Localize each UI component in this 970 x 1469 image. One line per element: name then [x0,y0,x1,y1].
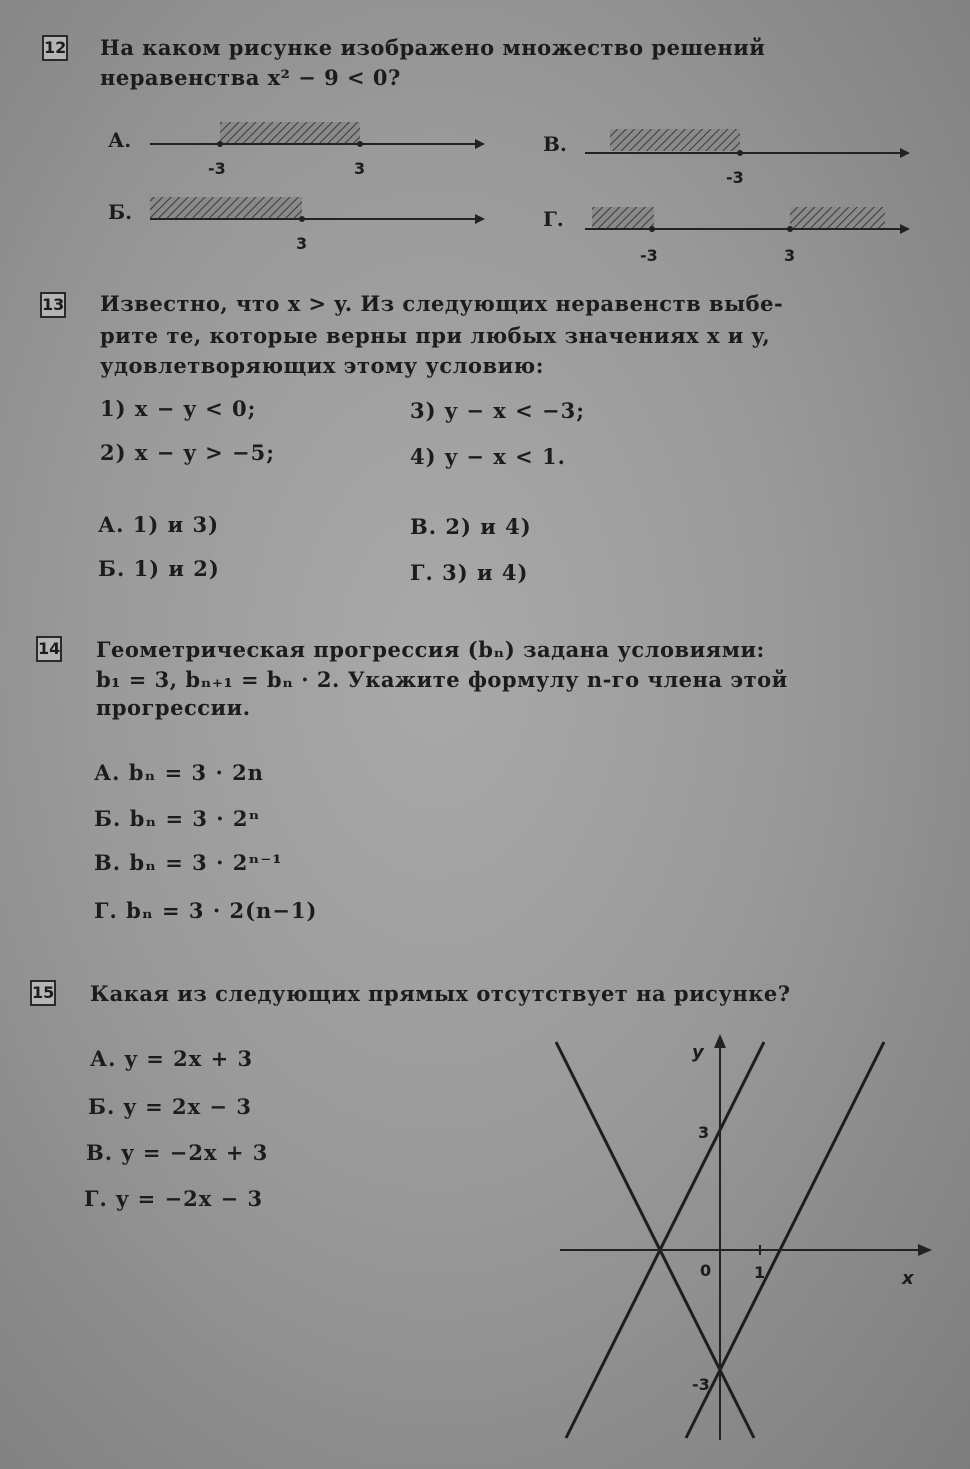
question-number-13: 13 [40,292,66,318]
shaded-region [592,207,654,229]
origin-label: 0 [700,1261,712,1280]
inequality-4: 4) y − x < 1. [410,444,566,469]
shaded-region [150,197,302,219]
tick-label: -3 [208,159,226,178]
shaded-region [610,129,740,151]
tick-label: 3 [296,234,308,253]
q13-answer-g: Г. 3) и 4) [410,560,529,585]
graph-line-3 [556,1042,754,1438]
inequality-3: 3) y − x < −3; [410,398,585,423]
question-13-text-line1: Известно, что x > y. Из следующих неравенств выбе- [100,291,784,316]
q15-option-a: А. y = 2x + 3 [90,1046,254,1071]
q12-number-line-g [580,195,915,275]
q13-answer-b: Б. 1) и 2) [98,556,220,581]
q12-option-b-letter: Б. [108,200,133,224]
q14-option-b: Б. bₙ = 3 · 2ⁿ [94,806,261,831]
q12-number-line-a [140,110,490,190]
inequality-2: 2) x − y > −5; [100,440,275,465]
y-pos-three-label: 3 [698,1123,710,1142]
x-one-label: 1 [754,1263,766,1282]
question-number-12: 12 [42,35,68,61]
shaded-region [220,122,360,144]
shaded-region [790,207,885,229]
question-13-text-line3: удовлетворяющих этому условию: [100,353,544,378]
q12-number-line-b [140,185,490,265]
q15-option-v: В. y = −2x + 3 [86,1140,269,1165]
question-number-14: 14 [36,636,62,662]
graph-line-1 [566,1042,764,1438]
q12-option-v-letter: В. [543,132,567,156]
inequality-1: 1) x − y < 0; [100,396,257,421]
q13-answer-a: А. 1) и 3) [98,512,220,537]
tick-label: -3 [726,168,744,187]
q15-option-b: Б. y = 2x − 3 [88,1094,252,1119]
q14-option-a: А. bₙ = 3 · 2n [94,760,264,785]
tick-label: 3 [354,159,366,178]
y-neg-three-label: -3 [692,1375,710,1394]
question-15-text: Какая из следующих прямых отсутствует на рисунке? [90,981,791,1006]
question-12-text-line1: На каком рисунке изображено множество решений [100,35,766,60]
graph-line-2 [686,1042,884,1438]
tick-label: -3 [640,246,658,265]
question-number-15: 15 [30,980,56,1006]
q15-coordinate-graph [540,1030,950,1450]
q12-option-g-letter: Г. [543,207,564,231]
q14-option-v: В. bₙ = 3 · 2ⁿ⁻¹ [94,850,283,875]
q14-option-g: Г. bₙ = 3 · 2(n−1) [94,898,318,923]
q15-option-g: Г. y = −2x − 3 [84,1186,264,1211]
question-12-text-line2: неравенства x² − 9 < 0? [100,65,401,90]
question-14-text-line2: b₁ = 3, bₙ₊₁ = bₙ · 2. Укажите формулу n-го члена этой [96,667,788,692]
tick-label: 3 [784,246,796,265]
q12-number-line-v [580,115,915,195]
question-14-text-line3: прогрессии. [96,695,251,720]
q13-answer-v: В. 2) и 4) [410,514,532,539]
y-axis-label: y [692,1042,704,1063]
q12-option-a-letter: А. [108,128,132,152]
question-14-text-line1: Геометрическая прогрессия (bₙ) задана условиями: [96,637,765,662]
question-13-text-line2: рите те, которые верны при любых значениях x и y, [100,323,771,348]
x-axis-label: x [902,1268,914,1289]
